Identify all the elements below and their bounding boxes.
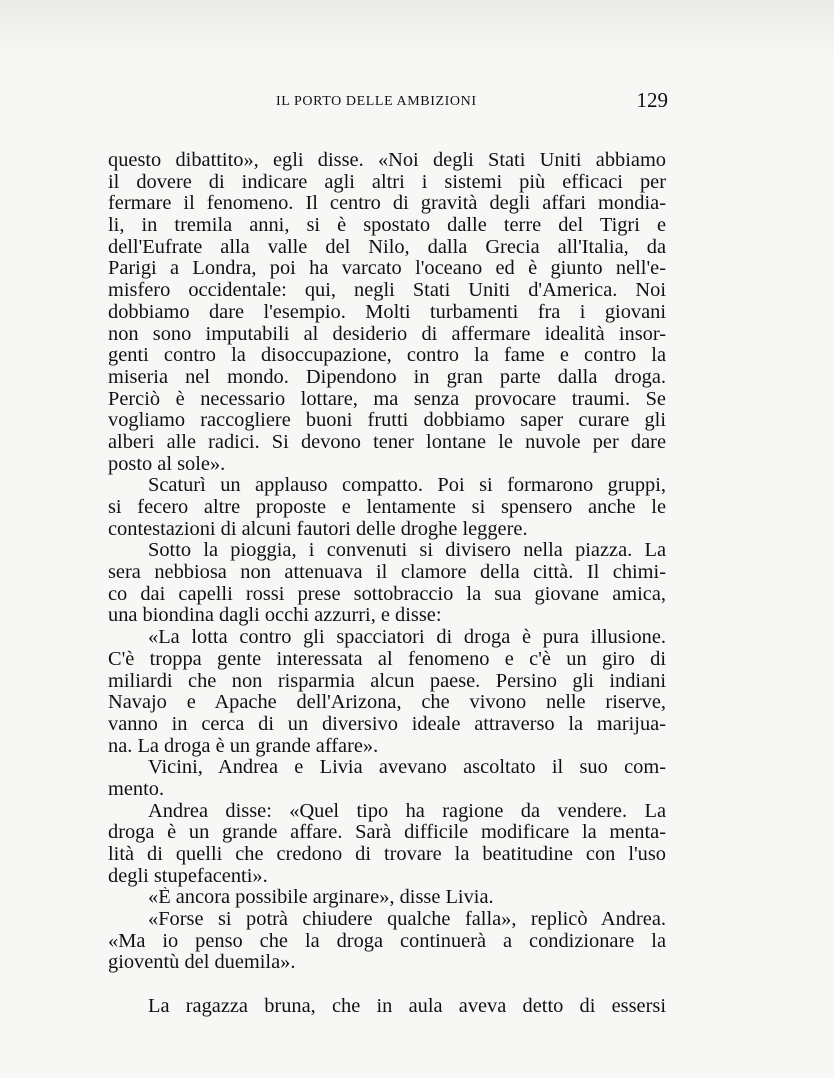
text-line: sera nebbiosa non attenuava il clamore della città. Il chimi- (108, 562, 666, 584)
page-number: 129 (636, 88, 668, 112)
text-line: lità di quelli che credono di trovare la beatitudine con l'uso (108, 844, 666, 865)
text-line: Navajo e Apache dell'Arizona, che vivono nelle riserve, (108, 692, 666, 714)
text-line: Sotto la pioggia, i convenuti si divisero nella piazza. La (148, 540, 666, 562)
text-line: contestazioni di alcuni fautori delle droghe leggere. (108, 518, 528, 540)
text-line: Scaturì un applauso compatto. Poi si formarono gruppi, (148, 475, 666, 497)
blank-line (108, 974, 666, 996)
text-line: Perciò è necessario lottare, ma senza provocare traumi. Se (108, 388, 666, 410)
text-line: Andrea disse: «Quel tipo ha ragione da vendere. La (148, 800, 666, 822)
text-line: C'è troppa gente interessata al fenomeno e c'è un giro di (108, 648, 666, 670)
text-line: non sono imputabili al desiderio di affermare idealità insor- (108, 323, 666, 345)
text-line: «È ancora possibile arginare», disse Livia. (148, 887, 494, 909)
text-line: miseria nel mondo. Dipendono in gran parte dalla droga. (108, 366, 666, 388)
text-line: posto al sole». (108, 453, 226, 475)
text-line: fermare il fenomeno. Il centro di gravità degli affari mondia- (108, 193, 666, 215)
text-line: mento. (108, 778, 165, 800)
text-line: «La lotta contro gli spacciatori di droga è pura illusione. (148, 627, 666, 649)
text-line: misfero occidentale: qui, negli Stati Uniti d'America. Noi (108, 280, 666, 302)
text-line: Vicini, Andrea e Livia avevano ascoltato il suo com- (148, 757, 666, 779)
text-line: genti contro la disoccupazione, contro la fame e contro la (108, 345, 666, 367)
running-head (108, 88, 668, 118)
text-line: vanno in cerca di un diversivo ideale attraverso la marijua- (108, 713, 666, 735)
text-line: li, in tremila anni, si è spostato dalle terre del Tigri e (108, 215, 666, 237)
running-title: IL PORTO DELLE AMBIZIONI (276, 94, 477, 109)
text-line: «Ma io penso che la droga continuerà a condizionare la (108, 930, 666, 952)
text-line: questo dibattito», egli disse. «Noi degli Stati Uniti abbiamo (108, 150, 666, 171)
text-line: dobbiamo dare l'esempio. Molti turbamenti fra i giovani (108, 301, 666, 323)
text-line: La ragazza bruna, che in aula aveva detto di essersi (148, 995, 666, 1017)
text-line: na. La droga è un grande affare». (108, 735, 379, 757)
text-line: Parigi a Londra, poi ha varcato l'oceano ed è giunto nell'e- (108, 258, 666, 280)
text-line: co dai capelli rossi prese sottobraccio la sua giovane amica, (108, 583, 666, 605)
text-line: degli stupefacenti». (108, 865, 268, 887)
body-text (108, 150, 666, 1018)
text-line: vogliamo raccogliere buoni frutti dobbiamo saper curare gli (108, 410, 666, 432)
text-line: droga è un grande affare. Sarà difficile modificare la menta- (108, 822, 666, 844)
text-line: si fecero altre proposte e lentamente si spensero anche le (108, 497, 666, 518)
text-line: miliardi che non risparmia alcun paese. Persino gli indiani (108, 670, 666, 692)
text-line: dell'Eufrate alla valle del Nilo, dalla Grecia all'Italia, da (108, 236, 666, 258)
text-line: una biondina dagli occhi azzurri, e disse: (108, 605, 442, 627)
scan-shadow (0, 0, 834, 60)
text-line: gioventù del duemila». (108, 952, 296, 974)
text-line: il dovere di indicare agli altri i sistemi più efficaci per (108, 171, 666, 193)
text-line: alberi alle radici. Si devono tener lontane le nuvole per dare (108, 431, 666, 453)
text-line: «Forse si potrà chiudere qualche falla», replicò Andrea. (148, 909, 666, 931)
